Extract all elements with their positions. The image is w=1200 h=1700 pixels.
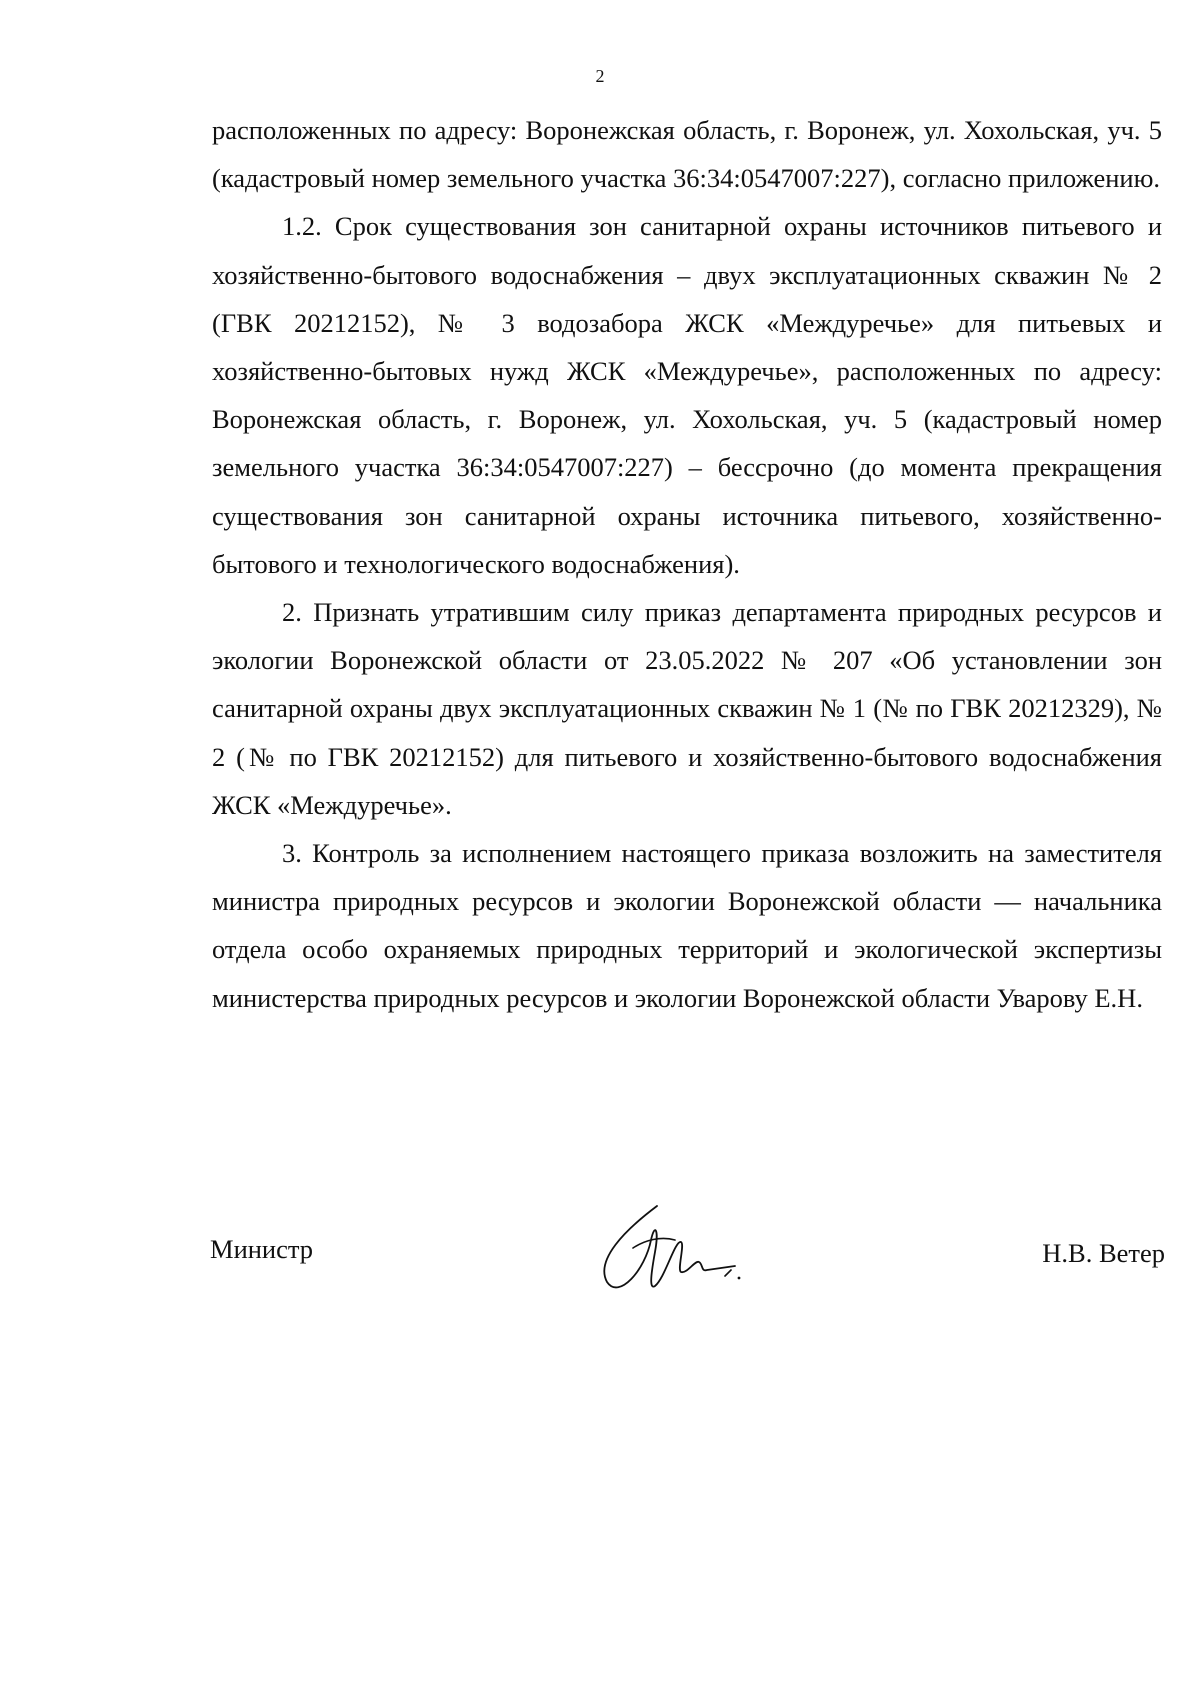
document-body: [212, 106, 1162, 1022]
paragraph-3-control: 3. Контроль за исполнением настоящего приказа возложить на заместителя министра природных ресурсов и экологии Воронежской области — начальника отдела особо охраняемых природных территорий и экологической экспертизы министерства природных ресурсов и экологии Воронежской области Уварову Е.Н.: [212, 838, 1162, 1013]
paragraph-2-revoke-order: 2. Признать утратившим силу приказ департамента природных ресурсов и экологии Воронежской области от 23.05.2022 № 207 «Об установлении зон санитарной охраны двух эксплуатационных скважин № 1 (№ по ГВК 20212329), № 2 (№ по ГВК 20212152) для питьевого и хозяйственно-бытового водоснабжения ЖСК «Междуречье».: [212, 597, 1162, 820]
signature-block: [210, 1200, 1165, 1310]
paragraph-1-2-term: 1.2. Срок существования зон санитарной охраны источников питьевого и хозяйственно-бытового водоснабжения – двух эксплуатационных скважин № 2 (ГВК 20212152), № 3 водозабора ЖСК «Междуречье» для питьевых и хозяйственно-бытовых нужд ЖСК «Междуречье», расположенных по адресу: Воронежская область, г. Воронеж, ул. Хохольская, уч. 5 (кадастровый номер земельного участка 36:34:0547007:227) – бессрочно (до момента прекращения существования зон санитарной охраны источника питьевого, хозяйственно-бытового и технологического водоснабжения).: [212, 211, 1162, 579]
handwritten-signature: [585, 1200, 755, 1310]
paragraph-address-continuation: расположенных по адресу: Воронежская область, г. Воронеж, ул. Хохольская, уч. 5 (кадастровый номер земельного участка 36:34:0547007:227), согласно приложению.: [212, 115, 1162, 194]
position-title: Министр: [210, 1234, 314, 1264]
page-number: 2: [595, 66, 605, 86]
signer-name: Н.В. Ветер: [1042, 1238, 1165, 1268]
